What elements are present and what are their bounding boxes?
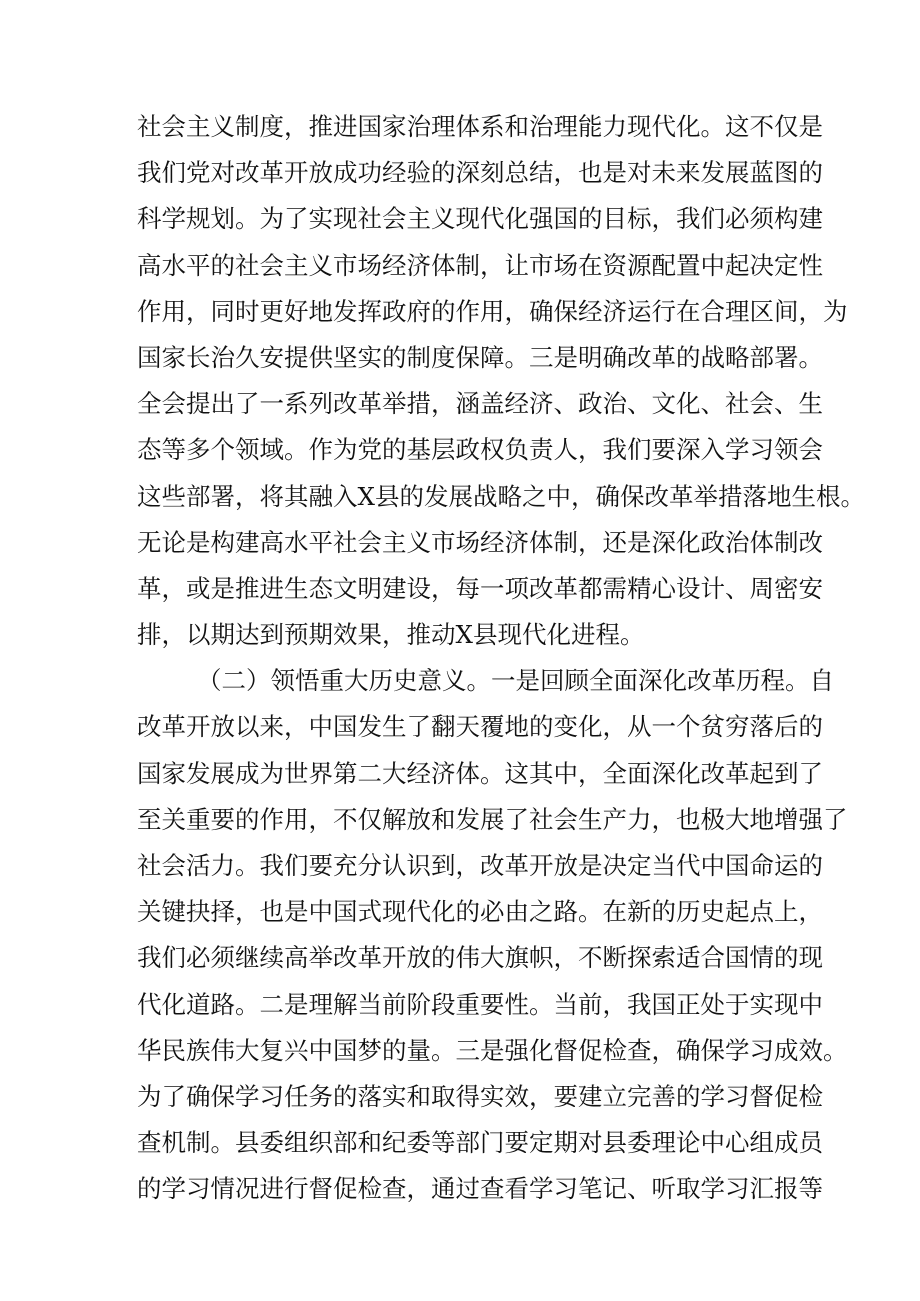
text-line: 社会主义制度，推进国家治理体系和治理能力现代化。这不仅是 [137, 112, 823, 141]
text-line: 国家长治久安提供坚实的制度保障。三是明确改革的战略部署。 [137, 342, 823, 372]
text-line: 关键抉择，也是中国式现代化的必由之路。在新的历史起点上， [137, 897, 823, 927]
text-line: 华民族伟大复兴中国梦的量。三是强化督促检查，确保学习成效。 [137, 1035, 848, 1065]
text-line: 社会活力。我们要充分认识到，改革开放是决定当代中国命运的 [137, 851, 823, 880]
text-line: 革，或是推进生态文明建设，每一项改革都需精心设计、周密安 [137, 573, 823, 603]
text-line: 作用，同时更好地发挥政府的作用，确保经济运行在合理区间，为 [137, 296, 848, 326]
text-line: 我们必须继续高举改革开放的伟大旗帜，不断探索适合国情的现 [137, 943, 823, 973]
text-line: 改革开放以来，中国发生了翻天覆地的变化，从一个贫穷落后的 [137, 712, 823, 742]
section-heading-line: （二）领悟重大历史意义。一是回顾全面深化改革历程。自 [197, 666, 834, 696]
text-line: 我们党对改革开放成功经验的深刻总结，也是对未来发展蓝图的 [137, 158, 823, 188]
text-line: 国家发展成为世界第二大经济体。这其中，全面深化改革起到了 [137, 758, 823, 788]
body-text [137, 104, 865, 1213]
text-line: 代化道路。二是理解当前阶段重要性。当前，我国正处于实现中 [137, 989, 823, 1019]
text-line: 科学规划。为了实现社会主义现代化强国的目标，我们必须构建 [137, 204, 823, 234]
text-line: 查机制。县委组织部和纪委等部门要定期对县委理论中心组成员 [137, 1128, 823, 1158]
text-line: 的学习情况进行督促检查，通过查看学习笔记、听取学习汇报等 [137, 1174, 823, 1204]
text-line: 无论是构建高水平社会主义市场经济体制，还是深化政治体制改 [137, 527, 823, 557]
text-line: 全会提出了一系列改革举措，涵盖经济、政治、文化、社会、生 [137, 389, 823, 419]
text-line: 为了确保学习任务的落实和取得实效，要建立完善的学习督促检 [137, 1081, 823, 1111]
text-line: 这些部署，将其融入X县的发展战略之中，确保改革举措落地生根。 [137, 481, 865, 511]
text-line: 态等多个领域。作为党的基层政权负责人，我们要深入学习领会 [137, 435, 823, 465]
text-line: 高水平的社会主义市场经济体制，让市场在资源配置中起决定性 [137, 250, 823, 280]
text-line: 至关重要的作用，不仅解放和发展了社会生产力，也极大地增强了 [137, 804, 848, 834]
text-line: 排，以期达到预期效果，推动X县现代化进程。 [137, 620, 645, 650]
